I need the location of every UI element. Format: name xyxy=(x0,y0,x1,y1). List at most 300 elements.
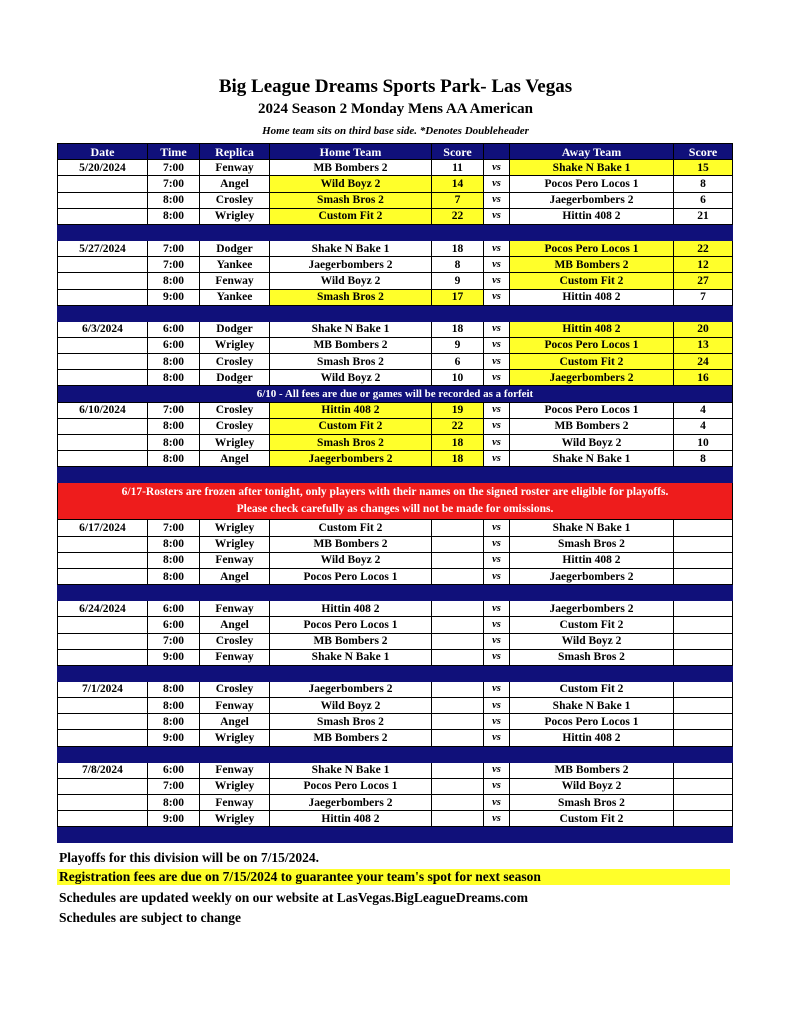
home-team: Custom Fit 2 xyxy=(270,418,432,434)
game-field: Crosley xyxy=(200,354,270,370)
game-field: Crosley xyxy=(200,633,270,649)
game-date xyxy=(58,208,148,224)
away-team: Jaegerbombers 2 xyxy=(510,601,674,617)
home-score xyxy=(432,536,484,552)
col-header-home-score: Score xyxy=(432,144,484,160)
home-score xyxy=(432,520,484,536)
col-header-away-team: Away Team xyxy=(510,144,674,160)
roster-alert-row xyxy=(58,483,733,520)
away-team: Custom Fit 2 xyxy=(510,354,674,370)
roster-alert-line1: 6/17-Rosters are frozen after tonight, only players with their names on the signed roster are eligible for playoffs. xyxy=(121,486,669,499)
vs-label: vs xyxy=(484,192,510,208)
game-date xyxy=(58,354,148,370)
vs-label: vs xyxy=(484,520,510,536)
game-row xyxy=(58,552,733,568)
away-score xyxy=(674,617,733,633)
week-separator-row xyxy=(58,665,733,681)
home-team: Shake N Bake 1 xyxy=(270,240,432,256)
home-score: 17 xyxy=(432,289,484,305)
vs-label: vs xyxy=(484,762,510,778)
home-score xyxy=(432,714,484,730)
game-date xyxy=(58,617,148,633)
home-team: MB Bombers 2 xyxy=(270,633,432,649)
game-time: 7:00 xyxy=(148,240,200,256)
vs-label: vs xyxy=(484,617,510,633)
game-date xyxy=(58,778,148,794)
vs-label: vs xyxy=(484,370,510,386)
home-team: Custom Fit 2 xyxy=(270,208,432,224)
game-field: Angel xyxy=(200,617,270,633)
away-team: Hittin 408 2 xyxy=(510,208,674,224)
separator-cell xyxy=(58,585,733,601)
home-score xyxy=(432,617,484,633)
game-date xyxy=(58,536,148,552)
page-subtitle: 2024 Season 2 Monday Mens AA American xyxy=(257,101,533,117)
week-separator-row xyxy=(58,224,733,240)
game-field: Fenway xyxy=(200,698,270,714)
game-time: 8:00 xyxy=(148,354,200,370)
game-date: 6/17/2024 xyxy=(58,520,148,536)
game-date xyxy=(58,192,148,208)
away-score xyxy=(674,552,733,568)
home-team: Custom Fit 2 xyxy=(270,520,432,536)
game-row xyxy=(58,257,733,273)
vs-label: vs xyxy=(484,811,510,827)
home-team: MB Bombers 2 xyxy=(270,730,432,746)
away-score: 10 xyxy=(674,435,733,451)
separator-cell xyxy=(58,305,733,321)
col-header-away-score: Score xyxy=(674,144,733,160)
game-time: 7:00 xyxy=(148,160,200,176)
col-header-home-team: Home Team xyxy=(270,144,432,160)
game-field: Fenway xyxy=(200,552,270,568)
game-field: Fenway xyxy=(200,795,270,811)
home-team: Pocos Pero Locos 1 xyxy=(270,778,432,794)
home-team: MB Bombers 2 xyxy=(270,337,432,353)
home-team: Wild Boyz 2 xyxy=(270,552,432,568)
home-team: Wild Boyz 2 xyxy=(270,370,432,386)
home-team: MB Bombers 2 xyxy=(270,536,432,552)
home-team: Smash Bros 2 xyxy=(270,192,432,208)
game-time: 8:00 xyxy=(148,681,200,697)
game-row xyxy=(58,289,733,305)
game-field: Wrigley xyxy=(200,536,270,552)
home-team: Hittin 408 2 xyxy=(270,402,432,418)
week-separator-row xyxy=(58,585,733,601)
game-date xyxy=(58,795,148,811)
game-row xyxy=(58,633,733,649)
game-row xyxy=(58,698,733,714)
game-date xyxy=(58,811,148,827)
game-field: Fenway xyxy=(200,762,270,778)
home-score: 19 xyxy=(432,402,484,418)
fee-notice-row xyxy=(58,386,733,402)
home-score: 7 xyxy=(432,192,484,208)
game-time: 7:00 xyxy=(148,402,200,418)
game-date: 6/24/2024 xyxy=(58,601,148,617)
away-score: 22 xyxy=(674,240,733,256)
game-row xyxy=(58,762,733,778)
vs-label: vs xyxy=(484,601,510,617)
game-row xyxy=(58,778,733,794)
home-score: 22 xyxy=(432,208,484,224)
vs-label: vs xyxy=(484,160,510,176)
separator-cell xyxy=(58,746,733,762)
away-team: Shake N Bake 1 xyxy=(510,451,674,467)
away-team: Jaegerbombers 2 xyxy=(510,568,674,584)
separator-cell xyxy=(58,224,733,240)
game-time: 9:00 xyxy=(148,289,200,305)
away-score xyxy=(674,536,733,552)
game-field: Crosley xyxy=(200,192,270,208)
game-time: 6:00 xyxy=(148,601,200,617)
game-time: 8:00 xyxy=(148,273,200,289)
game-row xyxy=(58,451,733,467)
game-row xyxy=(58,418,733,434)
home-team: Jaegerbombers 2 xyxy=(270,451,432,467)
vs-label: vs xyxy=(484,714,510,730)
away-score: 8 xyxy=(674,451,733,467)
game-date xyxy=(58,568,148,584)
home-team: Jaegerbombers 2 xyxy=(270,795,432,811)
game-field: Wrigley xyxy=(200,208,270,224)
home-score: 18 xyxy=(432,321,484,337)
away-team: Smash Bros 2 xyxy=(510,536,674,552)
away-score xyxy=(674,633,733,649)
game-time: 8:00 xyxy=(148,435,200,451)
away-score: 4 xyxy=(674,402,733,418)
home-score: 18 xyxy=(432,240,484,256)
table-header-row xyxy=(58,144,733,160)
game-row xyxy=(58,354,733,370)
home-score xyxy=(432,778,484,794)
footer-registration: Registration fees are due on 7/15/2024 to guarantee your team's spot for next season xyxy=(57,869,730,885)
home-score xyxy=(432,649,484,665)
game-row xyxy=(58,601,733,617)
game-field: Fenway xyxy=(200,273,270,289)
away-team: Smash Bros 2 xyxy=(510,795,674,811)
vs-label: vs xyxy=(484,289,510,305)
vs-label: vs xyxy=(484,240,510,256)
game-row xyxy=(58,681,733,697)
week-separator-row xyxy=(58,746,733,762)
away-score xyxy=(674,649,733,665)
game-time: 8:00 xyxy=(148,698,200,714)
game-date xyxy=(58,698,148,714)
game-row xyxy=(58,402,733,418)
home-score: 18 xyxy=(432,451,484,467)
game-time: 8:00 xyxy=(148,192,200,208)
away-team: Jaegerbombers 2 xyxy=(510,192,674,208)
home-team: Hittin 408 2 xyxy=(270,601,432,617)
game-date: 7/1/2024 xyxy=(58,681,148,697)
game-field: Crosley xyxy=(200,402,270,418)
away-team: Smash Bros 2 xyxy=(510,649,674,665)
away-score: 13 xyxy=(674,337,733,353)
vs-label: vs xyxy=(484,402,510,418)
vs-label: vs xyxy=(484,418,510,434)
game-time: 8:00 xyxy=(148,370,200,386)
game-date: 6/10/2024 xyxy=(58,402,148,418)
game-field: Dodger xyxy=(200,321,270,337)
home-team: Wild Boyz 2 xyxy=(270,273,432,289)
footer-website: Schedules are updated weekly on our website at LasVegas.BigLeagueDreams.com xyxy=(59,890,529,905)
game-date xyxy=(58,257,148,273)
away-score: 27 xyxy=(674,273,733,289)
game-row xyxy=(58,192,733,208)
away-team: Custom Fit 2 xyxy=(510,617,674,633)
home-team: Smash Bros 2 xyxy=(270,354,432,370)
away-team: Hittin 408 2 xyxy=(510,321,674,337)
header-note: Home team sits on third base side. *Denotes Doubleheader xyxy=(262,125,529,137)
home-team: MB Bombers 2 xyxy=(270,160,432,176)
game-time: 8:00 xyxy=(148,451,200,467)
game-field: Fenway xyxy=(200,649,270,665)
home-score: 14 xyxy=(432,176,484,192)
away-score xyxy=(674,568,733,584)
away-team: Pocos Pero Locos 1 xyxy=(510,176,674,192)
away-team: MB Bombers 2 xyxy=(510,257,674,273)
away-team: Shake N Bake 1 xyxy=(510,160,674,176)
vs-label: vs xyxy=(484,176,510,192)
home-score: 22 xyxy=(432,418,484,434)
col-header-replica: Replica xyxy=(200,144,270,160)
game-time: 8:00 xyxy=(148,208,200,224)
game-time: 9:00 xyxy=(148,811,200,827)
away-team: Jaegerbombers 2 xyxy=(510,370,674,386)
away-team: Wild Boyz 2 xyxy=(510,778,674,794)
away-score: 8 xyxy=(674,176,733,192)
game-date: 5/27/2024 xyxy=(58,240,148,256)
game-row xyxy=(58,568,733,584)
game-time: 7:00 xyxy=(148,176,200,192)
away-score: 21 xyxy=(674,208,733,224)
game-field: Yankee xyxy=(200,289,270,305)
game-row xyxy=(58,520,733,536)
away-score: 12 xyxy=(674,257,733,273)
game-time: 8:00 xyxy=(148,795,200,811)
roster-alert-line2: Please check carefully as changes will not be made for omissions. xyxy=(236,503,554,516)
home-score xyxy=(432,681,484,697)
home-team: Smash Bros 2 xyxy=(270,435,432,451)
game-field: Wrigley xyxy=(200,520,270,536)
game-time: 7:00 xyxy=(148,520,200,536)
game-field: Wrigley xyxy=(200,730,270,746)
away-score xyxy=(674,778,733,794)
vs-label: vs xyxy=(484,451,510,467)
game-field: Angel xyxy=(200,176,270,192)
game-field: Crosley xyxy=(200,681,270,697)
home-score xyxy=(432,811,484,827)
game-time: 9:00 xyxy=(148,649,200,665)
game-field: Dodger xyxy=(200,370,270,386)
away-team: Custom Fit 2 xyxy=(510,811,674,827)
away-team: Shake N Bake 1 xyxy=(510,698,674,714)
game-row xyxy=(58,160,733,176)
game-row xyxy=(58,370,733,386)
away-team: Hittin 408 2 xyxy=(510,552,674,568)
vs-label: vs xyxy=(484,681,510,697)
away-team: Wild Boyz 2 xyxy=(510,435,674,451)
game-time: 9:00 xyxy=(148,730,200,746)
home-score xyxy=(432,698,484,714)
game-field: Wrigley xyxy=(200,435,270,451)
away-score: 24 xyxy=(674,354,733,370)
game-row xyxy=(58,208,733,224)
away-score xyxy=(674,762,733,778)
game-row xyxy=(58,536,733,552)
game-time: 6:00 xyxy=(148,762,200,778)
game-row xyxy=(58,730,733,746)
game-time: 7:00 xyxy=(148,257,200,273)
vs-label: vs xyxy=(484,435,510,451)
separator-cell xyxy=(58,827,733,843)
game-date xyxy=(58,370,148,386)
game-date xyxy=(58,451,148,467)
game-date xyxy=(58,418,148,434)
away-team: Pocos Pero Locos 1 xyxy=(510,240,674,256)
home-score: 8 xyxy=(432,257,484,273)
home-score: 6 xyxy=(432,354,484,370)
game-field: Fenway xyxy=(200,160,270,176)
vs-label: vs xyxy=(484,778,510,794)
game-time: 6:00 xyxy=(148,321,200,337)
footer-subject: Schedules are subject to change xyxy=(59,910,241,925)
fee-notice-text: 6/10 - All fees are due or games will be recorded as a forfeit xyxy=(58,386,733,402)
week-separator-row xyxy=(58,827,733,843)
game-field: Dodger xyxy=(200,240,270,256)
game-date: 5/20/2024 xyxy=(58,160,148,176)
away-team: Hittin 408 2 xyxy=(510,289,674,305)
home-team: Jaegerbombers 2 xyxy=(270,681,432,697)
vs-label: vs xyxy=(484,568,510,584)
game-row xyxy=(58,435,733,451)
away-team: Pocos Pero Locos 1 xyxy=(510,714,674,730)
away-score: 20 xyxy=(674,321,733,337)
home-score xyxy=(432,552,484,568)
game-date xyxy=(58,176,148,192)
page-title: Big League Dreams Sports Park- Las Vegas xyxy=(218,76,573,97)
home-score xyxy=(432,762,484,778)
game-date xyxy=(58,714,148,730)
game-field: Wrigley xyxy=(200,337,270,353)
roster-alert-cell xyxy=(58,483,733,520)
away-score xyxy=(674,698,733,714)
game-date: 6/3/2024 xyxy=(58,321,148,337)
game-date xyxy=(58,337,148,353)
game-time: 7:00 xyxy=(148,778,200,794)
game-field: Wrigley xyxy=(200,778,270,794)
away-team: MB Bombers 2 xyxy=(510,418,674,434)
away-score xyxy=(674,811,733,827)
away-score xyxy=(674,520,733,536)
game-row xyxy=(58,273,733,289)
away-team: Custom Fit 2 xyxy=(510,273,674,289)
away-team: MB Bombers 2 xyxy=(510,762,674,778)
away-team: Hittin 408 2 xyxy=(510,730,674,746)
away-score xyxy=(674,601,733,617)
game-field: Angel xyxy=(200,714,270,730)
home-score xyxy=(432,568,484,584)
game-field: Angel xyxy=(200,568,270,584)
game-time: 8:00 xyxy=(148,568,200,584)
game-row xyxy=(58,321,733,337)
vs-label: vs xyxy=(484,730,510,746)
game-time: 8:00 xyxy=(148,418,200,434)
game-date xyxy=(58,633,148,649)
home-team: Wild Boyz 2 xyxy=(270,176,432,192)
game-date xyxy=(58,552,148,568)
away-score xyxy=(674,795,733,811)
vs-label: vs xyxy=(484,354,510,370)
game-row xyxy=(58,337,733,353)
game-time: 7:00 xyxy=(148,633,200,649)
away-team: Pocos Pero Locos 1 xyxy=(510,337,674,353)
home-score: 18 xyxy=(432,435,484,451)
home-team: Jaegerbombers 2 xyxy=(270,257,432,273)
game-date xyxy=(58,649,148,665)
vs-label: vs xyxy=(484,698,510,714)
home-score xyxy=(432,601,484,617)
vs-label: vs xyxy=(484,257,510,273)
vs-label: vs xyxy=(484,795,510,811)
away-team: Wild Boyz 2 xyxy=(510,633,674,649)
week-separator-row xyxy=(58,467,733,483)
game-row xyxy=(58,176,733,192)
schedule-body xyxy=(58,160,733,843)
vs-label: vs xyxy=(484,337,510,353)
home-team: Shake N Bake 1 xyxy=(270,649,432,665)
game-row xyxy=(58,617,733,633)
game-field: Angel xyxy=(200,451,270,467)
home-team: Shake N Bake 1 xyxy=(270,762,432,778)
home-team: Pocos Pero Locos 1 xyxy=(270,568,432,584)
game-field: Yankee xyxy=(200,257,270,273)
vs-label: vs xyxy=(484,633,510,649)
week-separator-row xyxy=(58,305,733,321)
game-date xyxy=(58,273,148,289)
game-row xyxy=(58,240,733,256)
home-team: Hittin 408 2 xyxy=(270,811,432,827)
vs-label: vs xyxy=(484,536,510,552)
away-score: 15 xyxy=(674,160,733,176)
game-time: 8:00 xyxy=(148,536,200,552)
home-score xyxy=(432,795,484,811)
home-score: 9 xyxy=(432,337,484,353)
home-team: Smash Bros 2 xyxy=(270,289,432,305)
vs-label: vs xyxy=(484,273,510,289)
game-date xyxy=(58,289,148,305)
game-field: Crosley xyxy=(200,418,270,434)
game-field: Fenway xyxy=(200,601,270,617)
vs-label: vs xyxy=(484,208,510,224)
game-time: 6:00 xyxy=(148,337,200,353)
footer-playoffs: Playoffs for this division will be on 7/15/2024. xyxy=(59,850,320,865)
home-score: 10 xyxy=(432,370,484,386)
schedule-table xyxy=(57,143,733,843)
home-score: 11 xyxy=(432,160,484,176)
game-time: 6:00 xyxy=(148,617,200,633)
away-score: 16 xyxy=(674,370,733,386)
home-score xyxy=(432,730,484,746)
game-row xyxy=(58,795,733,811)
vs-label: vs xyxy=(484,552,510,568)
home-score: 9 xyxy=(432,273,484,289)
vs-label: vs xyxy=(484,321,510,337)
col-header-time: Time xyxy=(148,144,200,160)
home-team: Pocos Pero Locos 1 xyxy=(270,617,432,633)
game-row xyxy=(58,811,733,827)
